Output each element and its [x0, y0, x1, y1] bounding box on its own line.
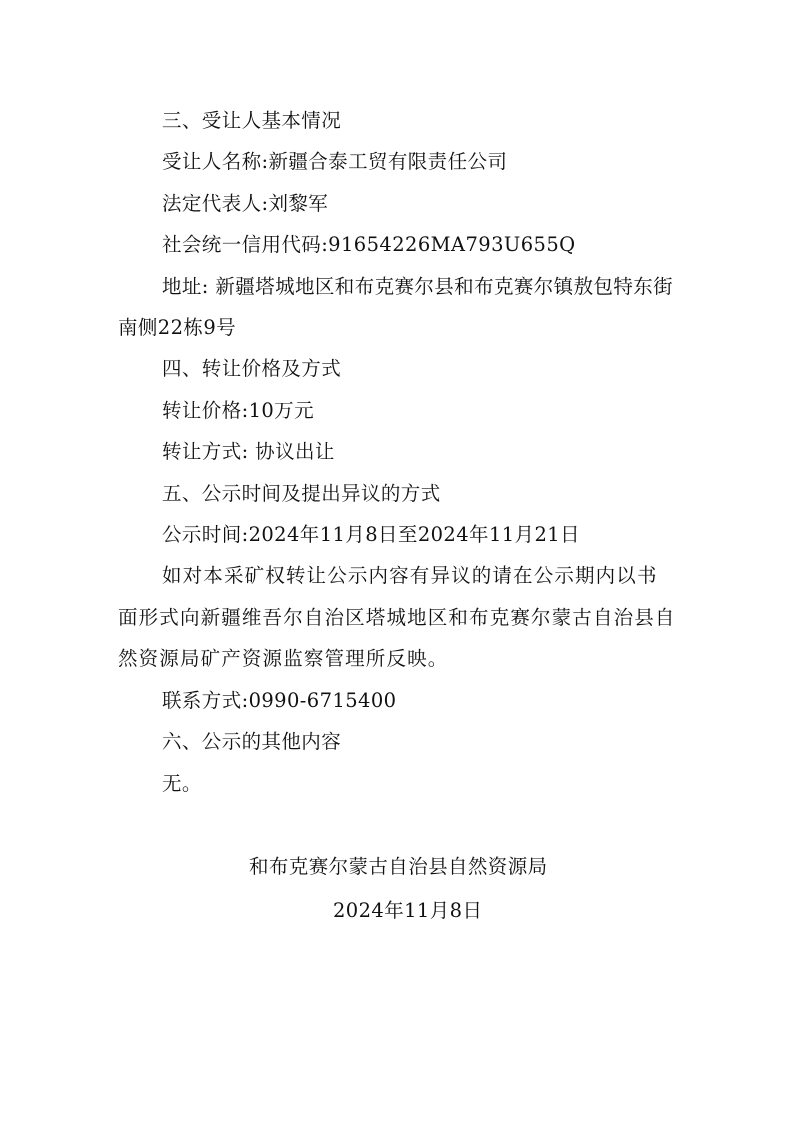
section-heading-other: 六、公示的其他内容	[162, 730, 342, 754]
section-heading-publicity: 五、公示时间及提出异议的方式	[162, 481, 441, 505]
contact-phone: 联系方式:0990-6715400	[162, 688, 397, 712]
issuing-organization: 和布克赛尔蒙古自治县自然资源局	[249, 855, 548, 878]
transfer-method: 转让方式: 协议出让	[162, 440, 335, 464]
assignee-name: 受让人名称:新疆合泰工贸有限责任公司	[162, 150, 508, 174]
credit-code: 社会统一信用代码:91654226MA793U655Q	[162, 233, 576, 257]
objection-instructions: 如对本采矿权转让公示内容有异议的请在公示期内以书面形式向新疆维吾尔自治区塔城地区和布克赛尔蒙古自治县自然资源局矿产资源监察管理所反映。	[118, 564, 676, 671]
other-content: 无。	[162, 771, 202, 795]
transfer-price: 转让价格:10万元	[162, 398, 314, 422]
section-heading-price: 四、转让价格及方式	[162, 357, 342, 381]
section-heading-assignee: 三、受让人基本情况	[162, 109, 342, 132]
assignee-address: 地址: 新疆塔城地区和布克赛尔县和布克赛尔镇敖包特东街南侧22栋9号	[118, 274, 674, 340]
publicity-period: 公示时间:2024年11月8日至2024年11月21日	[162, 523, 580, 547]
document-body	[118, 100, 676, 804]
issue-date: 2024年11月8日	[333, 899, 483, 922]
legal-representative: 法定代表人:刘黎军	[162, 191, 329, 215]
